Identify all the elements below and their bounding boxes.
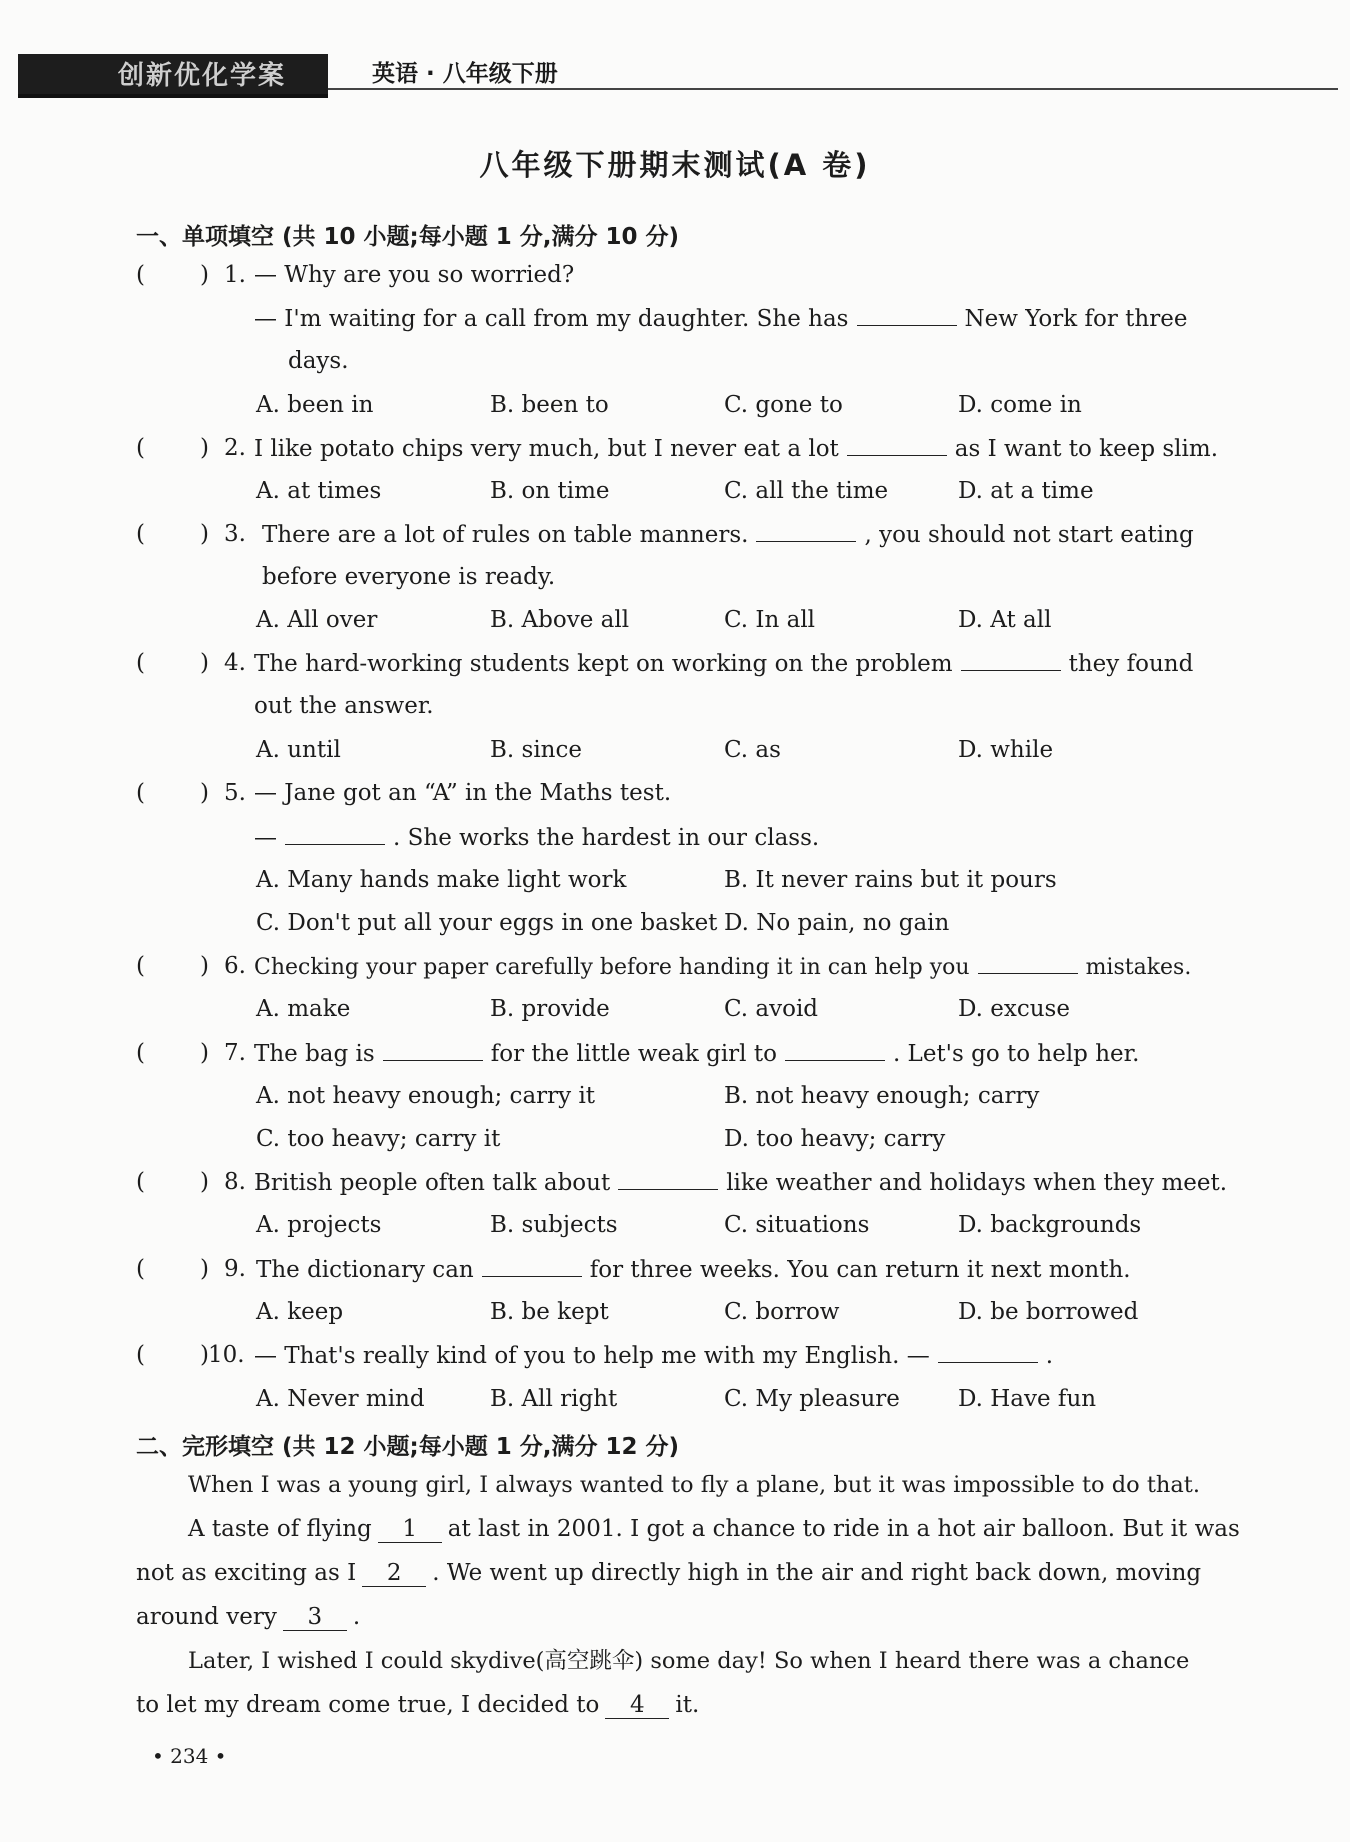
answer-blank	[285, 822, 385, 845]
option-c: C. borrow	[724, 1299, 840, 1325]
answer-paren-open: (	[136, 650, 145, 676]
question-number: 4.	[224, 650, 246, 676]
answer-paren-close: )	[200, 953, 209, 979]
option-a: A. until	[256, 737, 341, 763]
cloze-paragraph-line: A taste of flying 1 at last in 2001. I got a chance to ride in a hot air balloon. But it was	[188, 1516, 1240, 1542]
answer-blank	[756, 519, 856, 542]
answer-paren-open: (	[136, 435, 145, 461]
option-b: B. provide	[490, 996, 610, 1022]
option-c: C. avoid	[724, 996, 819, 1022]
answer-blank	[961, 648, 1061, 671]
question-number: 5.	[224, 780, 246, 806]
option-b: B. since	[490, 737, 582, 763]
question-number: 6.	[224, 953, 246, 979]
question-text: — Jane got an “A” in the Maths test.	[254, 780, 672, 806]
option-b: B. been to	[490, 392, 609, 418]
answer-blank	[785, 1038, 885, 1061]
question-number: 2.	[224, 435, 246, 461]
option-c: C. all the time	[724, 478, 889, 504]
question-text: The dictionary can for three weeks. You can return it next month.	[256, 1254, 1131, 1285]
answer-blank	[978, 951, 1078, 974]
option-b: B. be kept	[490, 1299, 609, 1325]
question-text: British people often talk about like weather and holidays when they meet.	[254, 1167, 1227, 1198]
option-b: B. not heavy enough; carry	[724, 1083, 1040, 1109]
answer-paren-open: (	[136, 1256, 145, 1282]
answer-paren-open: (	[136, 521, 145, 547]
option-d: D. At all	[958, 607, 1052, 633]
option-c: C. In all	[724, 607, 816, 633]
answer-paren-close: )	[200, 780, 209, 806]
answer-blank	[482, 1254, 582, 1277]
answer-paren-close: )	[200, 1040, 209, 1066]
question-number: 7.	[224, 1040, 246, 1066]
option-d: D. too heavy; carry	[724, 1126, 946, 1152]
answer-paren-open: (	[136, 953, 145, 979]
option-d: D. be borrowed	[958, 1299, 1139, 1325]
option-a: A. projects	[256, 1212, 382, 1238]
question-text: — Why are you so worried?	[254, 262, 575, 288]
answer-paren-close: )	[200, 262, 209, 288]
option-d: D. backgrounds	[958, 1212, 1142, 1238]
cloze-blank-1: 1	[378, 1516, 442, 1543]
section-heading-2: 二、完形填空 (共 12 小题;每小题 1 分,满分 12 分)	[136, 1434, 680, 1460]
answer-blank	[857, 303, 957, 326]
answer-paren-close: )	[200, 1256, 209, 1282]
answer-paren-open: (	[136, 1169, 145, 1195]
answer-paren-open: (	[136, 1040, 145, 1066]
option-c: C. My pleasure	[724, 1386, 900, 1412]
subject-label: 英语 · 八年级下册	[372, 61, 558, 87]
answer-paren-close: )	[200, 435, 209, 461]
question-number: 3.	[224, 521, 246, 547]
answer-paren-open: (	[136, 1342, 145, 1368]
answer-paren-close: )	[200, 1169, 209, 1195]
cloze-paragraph-line: When I was a young girl, I always wanted to fly a plane, but it was impossible to do that.	[188, 1472, 1200, 1498]
option-a: A. not heavy enough; carry it	[256, 1083, 596, 1109]
option-c: C. gone to	[724, 392, 843, 418]
question-text: I like potato chips very much, but I never eat a lot as I want to keep slim.	[254, 433, 1218, 464]
question-text: — I'm waiting for a call from my daughter. She has New York for three	[254, 303, 1187, 334]
option-c: C. situations	[724, 1212, 870, 1238]
question-text: The bag is for the little weak girl to . Let's go to help her.	[254, 1038, 1139, 1069]
option-a: A. been in	[256, 392, 374, 418]
option-c: C. as	[724, 737, 781, 763]
option-b: B. subjects	[490, 1212, 618, 1238]
option-d: D. Have fun	[958, 1386, 1097, 1412]
question-text: — That's really kind of you to help me with my English. — .	[254, 1340, 1053, 1371]
answer-paren-open: (	[136, 262, 145, 288]
question-number: 9.	[224, 1256, 246, 1282]
answer-blank	[938, 1340, 1038, 1363]
answer-blank	[847, 433, 947, 456]
question-number: 10.	[208, 1342, 245, 1368]
cloze-blank-3: 3	[283, 1604, 347, 1631]
cloze-paragraph-line: around very 3 .	[136, 1604, 361, 1630]
option-a: A. at times	[256, 478, 382, 504]
cloze-blank-4: 4	[605, 1692, 669, 1719]
option-b: B. All right	[490, 1386, 618, 1412]
question-text: — . She works the hardest in our class.	[254, 822, 819, 853]
answer-blank	[618, 1167, 718, 1190]
brand-logo-text: 创新优化学案	[118, 61, 287, 91]
header-rule	[328, 88, 1338, 90]
option-d: D. while	[958, 737, 1054, 763]
option-b: B. Above all	[490, 607, 630, 633]
option-c: C. too heavy; carry it	[256, 1126, 501, 1152]
question-text: The hard-working students kept on working on the problem they found	[254, 648, 1193, 679]
option-d: D. at a time	[958, 478, 1094, 504]
option-b: B. It never rains but it pours	[724, 867, 1057, 893]
option-a: A. keep	[256, 1299, 344, 1325]
answer-paren-close: )	[200, 650, 209, 676]
question-text: days.	[288, 348, 349, 374]
cloze-blank-2: 2	[362, 1560, 426, 1587]
question-text: There are a lot of rules on table manners. , you should not start eating	[262, 519, 1194, 550]
option-b: B. on time	[490, 478, 610, 504]
answer-paren-close: )	[200, 1342, 209, 1368]
option-a: A. Many hands make light work	[256, 867, 627, 893]
option-d: D. excuse	[958, 996, 1070, 1022]
cloze-paragraph-line: to let my dream come true, I decided to 4 it.	[136, 1692, 700, 1718]
page-title: 八年级下册期末测试(A 卷)	[479, 148, 871, 182]
option-a: A. make	[256, 996, 351, 1022]
question-text: Checking your paper carefully before handing it in can help you mistakes.	[254, 951, 1191, 983]
answer-paren-close: )	[200, 521, 209, 547]
cloze-paragraph-line: Later, I wished I could skydive(高空跳伞) some day! So when I heard there was a chance	[188, 1648, 1190, 1674]
option-d: D. No pain, no gain	[724, 910, 950, 936]
section-heading-1: 一、单项填空 (共 10 小题;每小题 1 分,满分 10 分)	[136, 224, 680, 250]
option-d: D. come in	[958, 392, 1082, 418]
cloze-paragraph-line: not as exciting as I 2 . We went up directly high in the air and right back down, moving	[136, 1560, 1202, 1586]
question-number: 8.	[224, 1169, 246, 1195]
question-text: before everyone is ready.	[262, 564, 556, 590]
answer-blank	[383, 1038, 483, 1061]
question-number: 1.	[224, 262, 246, 288]
option-a: A. Never mind	[256, 1386, 425, 1412]
option-a: A. All over	[256, 607, 378, 633]
answer-paren-open: (	[136, 780, 145, 806]
question-text: out the answer.	[254, 693, 434, 719]
page-number: • 234 •	[152, 1744, 227, 1768]
option-c: C. Don't put all your eggs in one basket	[256, 910, 718, 936]
